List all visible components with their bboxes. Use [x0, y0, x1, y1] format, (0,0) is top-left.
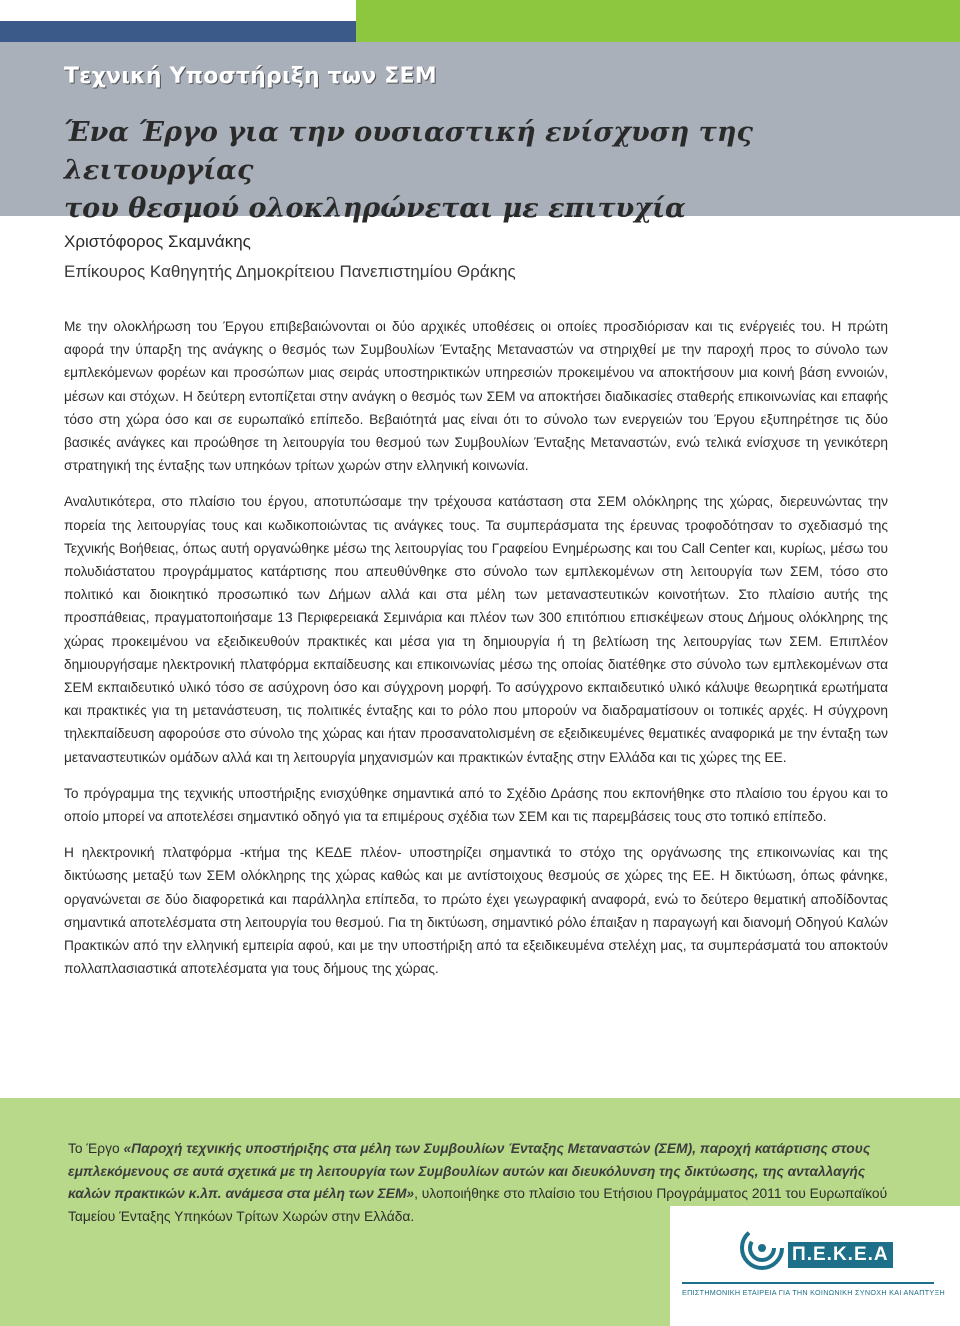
- body-paragraph-1: Με την ολοκλήρωση του Έργου επιβεβαιώνονται οι δύο αρχικές υποθέσεις οι οποίες προσδιόρισαν και τις ενέργειές του. Η πρώτη αφορά την ύπαρξη της ανάγκης ο θεσμός των Συμβουλίων Ένταξης Μεταναστών να στηριχθεί με την παροχή προς το σύνολο των εμπλεκόμενων φορέων και προσώπων μιας σειράς υποστηρικτικών υπηρεσιών προκειμένου να αποκτήσουν μια κοινή βάση εννοιών, μέσων και στόχων. Η δεύτερη εντοπίζεται στην ανάγκη ο θεσμός των ΣΕΜ να αποκτήσει διαδικασίες σταθερής επικοινωνίας και επαφής τόσο στη χώρα όσο και σε ευρωπαϊκό επίπεδο. Βεβαιότητά μας είναι ότι το σύνολο των ενεργειών του Έργου εξυπηρέτησε τις δύο βασικές ανάγκες και προώθησε τη λειτουργία του θεσμού των Συμβουλίων Ένταξης Μεταναστών, ενώ τελικά ενίσχυσε τη γενικότερη στρατηγική της ένταξης των υπηκόων τρίτων χωρών στην ελληνική κοινωνία.: [64, 319, 888, 474]
- section-title: Τεχνική Υποστήριξη των ΣΕΜ: [64, 64, 437, 89]
- top-strip: [0, 0, 960, 42]
- logo-divider: [682, 1282, 934, 1284]
- article-title: [64, 114, 904, 228]
- header-band: [0, 42, 960, 224]
- author-affiliation: Επίκουρος Καθηγητής Δημοκρίτειου Πανεπιστημίου Θράκης: [64, 262, 516, 281]
- funding-note-tail: , υλοποιήθηκε στο πλαίσιο του Ετήσιου Προγράμματος 2011 του Ευρωπαϊκού Ταμείου Ένταξης Υπηκόων Τρίτων Χωρών στην Ελλάδα.: [68, 1186, 888, 1224]
- pekea-logo: [670, 1206, 960, 1326]
- footer-band: [0, 1098, 960, 1326]
- article-title-line-1: Ένα Έργο για την ουσιαστική ενίσχυση της λειτουργίας: [64, 117, 753, 186]
- pekea-logo-subtitle: ΕΠΙΣΤΗΜΟΝΙΚΗ ΕΤΑΙΡΕΙΑ ΓΙΑ ΤΗΝ ΚΟΙΝΩΝΙΚΗ ΣΥΝΟΧΗ ΚΑΙ ΑΝΑΠΤΥΞΗ: [682, 1288, 945, 1297]
- top-strip-green: [356, 0, 960, 42]
- author-name: Χριστόφορος Σκαμνάκης: [64, 232, 251, 251]
- top-strip-blue: [0, 21, 356, 42]
- pekea-swirl-icon: [740, 1226, 784, 1270]
- body-paragraph-2: Αναλυτικότερα, στο πλαίσιο του έργου, αποτυπώσαμε την τρέχουσα κατάσταση στα ΣΕΜ ολόκληρης της χώρας, διερευνώντας την πορεία της λειτουργίας τους και κωδικοποιώντας τις ανάγκες τους. Τα συμπεράσματα της έρευνας τροφοδότησαν το σχεδιασμό της Τεχνικής Βοήθειας, όπως αυτή οργανώθηκε μέσω της λειτουργίας του Γραφείου Ενημέρωσης και του Call Center και, κυρίως, μέσω του πολυδιάστατου προγράμματος κατάρτισης που απευθύνθηκε στο σύνολο των εμπλεκομένων στη λειτουργία των ΣΕΜ, τόσο στο πολιτικό και διοικητικό προσωπικό των Δήμων αλλά και στα μέλη των μεταναστευτικών κοινοτήτων. Στο πλαίσιο αυτής της προσπάθειας, πραγματοποιήσαμε 13 Περιφερειακά Σεμινάρια και πλέον των 300 επιτόπιου επισκέψεων στους Δήμους ολόκληρης της χώρας προκειμένου να εξειδικευθούν πρακτικές και μέσα για τη δημιουργία ή τη βελτίωση της λειτουργίας των ΣΕΜ. Επιπλέον δημιουργήσαμε ηλεκτρονική πλατφόρμα εκπαίδευσης και επικοινωνίας μέσω της οποίας διατέθηκε στο σύνολο των εμπλεκομένων στα ΣΕΜ εκπαιδευτικό υλικό τόσο σε ασύχρονη όσο και σύγχρονη μορφή. Το ασύγχρονο εκπαιδευτικό υλικό κάλυψε θεωρητικά ερωτήματα και πρακτικές για τη μετανάστευση, τις πολιτικές ένταξης και το ρόλο που μπορούν να διαδραματίσουν οι τοπικές αρχές. Η σύγχρονη τηλεκπαίδευση αφορούσε στο σύνολο της χώρας και ήταν προσανατολισμένη σε εξειδικευμένες θεματικές αναφορικά με την ένταξη των μεταναστευτικών ομάδων αλλά και τη λειτουργία μηχανισμών και πρακτικών ένταξης στην Ελλάδα και τις χώρες της ΕΕ.: [64, 494, 888, 765]
- body-paragraph-3: Το πρόγραμμα της τεχνικής υποστήριξης ενισχύθηκε σημαντικά από το Σχέδιο Δράσης που εκπονήθηκε στο πλαίσιο του έργου και το οποίο μπορεί να αποτελέσει σημαντικό οδηγό για τα επιμέρους σχέδια των ΣΕΜ και τις παρεμβάσεις τους στο τοπικό επίπεδο.: [64, 785, 888, 825]
- article-body: [64, 315, 888, 993]
- funding-note-lead: Το Έργο: [68, 1141, 124, 1156]
- body-paragraph-4: Η ηλεκτρονική πλατφόρμα -κτήμα της ΚΕΔΕ πλέον- υποστηρίζει σημαντικά το στόχο της οργάνωσης της επικοινωνίας και της δικτύωσης μεταξύ των ΣΕΜ ολόκληρης της χώρας καθώς και με αντίστοιχους θεσμούς σε χώρες της ΕΕ. Η δικτύωση, όπως φάνηκε, οργανώνεται σε δύο διαφορετικά και παράλληλα επίπεδα, το πρώτο έχει γεωγραφική αναφορά, ενώ το δεύτερο θεματική αποδίδοντας σημαντικά αποτελέσματα στη λειτουργία του θεσμού. Για τη δικτύωση, σημαντικό ρόλο έπαιξαν η παραγωγή και διανομή Οδηγού Καλών Πρακτικών από την ελληνική εμπειρία αφού, και με την υποστήριξη από τα εξειδικευμένα στελέχη μας, τα συμπεράσματά του αποκτούν πολλαπλασιαστικά αποτελέσματα για τους δήμους της χώρας.: [64, 845, 888, 977]
- pekea-logo-name: Π.Ε.Κ.Ε.Α: [788, 1242, 893, 1268]
- article-title-line-2: του θεσμού ολοκληρώνεται με επιτυχία: [64, 193, 686, 224]
- project-title: «Παροχή τεχνικής υποστήριξης στα μέλη των Συμβουλίων Ένταξης Μεταναστών (ΣΕΜ), παροχή κατάρτισης στους εμπλεκόμενους σε αυτά σχετικά με τη λειτουργία των Συμβουλίων αυτών και διευκόλυνση της δικτύωσης, της ανταλλαγής καλών πρακτικών κ.λπ. ανάμεσα στα μέλη των ΣΕΜ»: [68, 1141, 871, 1201]
